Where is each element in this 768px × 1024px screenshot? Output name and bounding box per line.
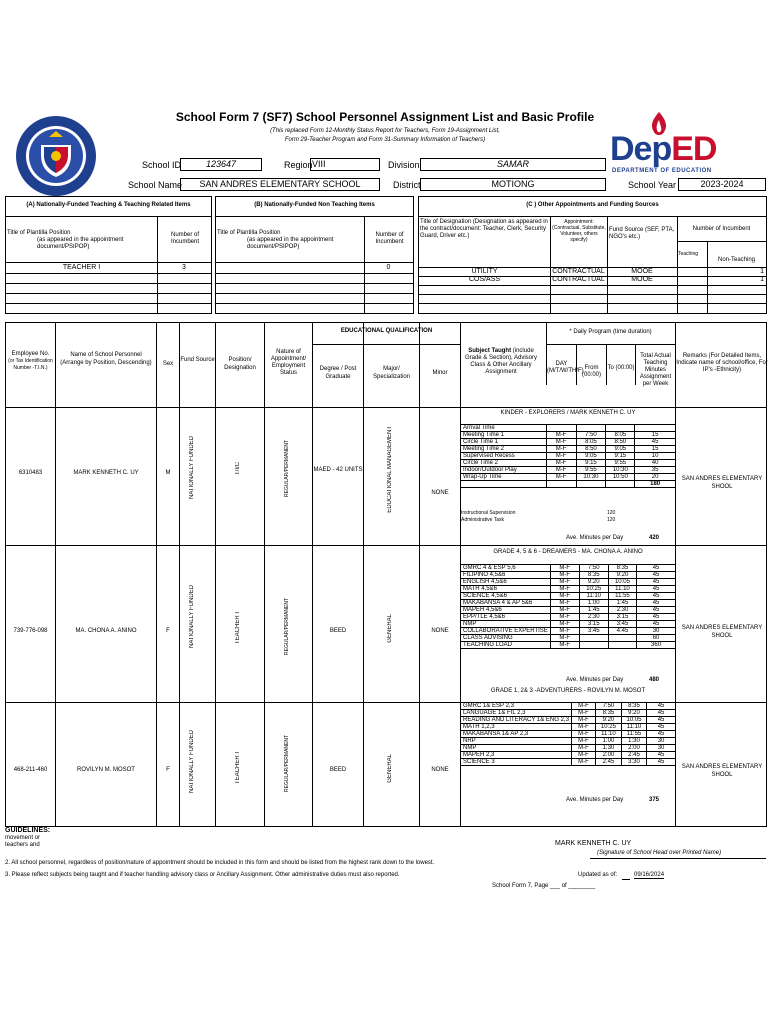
schedule-day: M-F [550,586,579,593]
schedule-row [461,467,676,474]
signer-name: MARK KENNETH C. UY [555,840,632,847]
district-field[interactable]: MOTIONG [420,178,606,191]
form-subtitle-2: Form 29-Teacher Program and Form 31-Summary Information of Teachers) [284,137,486,143]
schedule-minutes: 15 [635,446,676,453]
col-educational-qualification: EDUCATIONAL QUALIFICATION [340,328,433,334]
schedule-day: M-F [550,614,579,621]
district-label: District [393,180,421,190]
schedule-day: M-F [571,724,595,731]
schedule-subject: MAKABANSA 4 & AP 5&6 [461,600,551,607]
schedule-minutes: 40 [635,460,676,467]
schedule-minutes: 45 [637,621,676,628]
schedule-subject: NMP [461,621,551,628]
schedule-subject: EPP/TLE 4,5&6 [461,614,551,621]
division-field[interactable]: SAMAR [420,158,606,171]
row-2-major: GENERAL [387,614,393,643]
schedule-day: M-F [550,635,579,642]
row-2-sex: F [166,628,170,634]
row-2-group-label: GRADE 4, 5 & 6 - DREAMERS - MA. CHONA A. ANINO [493,549,643,555]
row-1-minor: NONE [431,490,449,496]
row-3-position: TEACHER I [235,752,241,785]
schedule-from [579,635,608,642]
schedule-day: M-F [571,710,595,717]
school-year-field[interactable]: 2023-2024 [678,178,766,191]
logo-ed: ED [671,130,717,168]
row-3-minor: NONE [431,767,449,773]
schedule-subject: MATH 1,2,3 [461,724,572,731]
box-c-row-1-title: UTILITY [471,268,498,275]
schedule-from: 1:00 [596,738,622,745]
col-day: DAY (M/T/W/TH/F) [547,361,584,374]
col-daily-program: * Daily Program (time duration) [569,329,652,335]
schedule-to: 10:50 [606,474,635,481]
row-2-nature: REGULAR/PERMANENT [284,598,290,655]
schedule-to: 1:30 [621,738,646,745]
schedule-day: M-F [546,474,576,481]
schedule-day: M-F [571,759,595,766]
schedule-from: 7:50 [579,565,608,572]
schedule-day: M-F [550,565,579,572]
schedule-from [576,425,606,432]
schedule-from: 2:45 [596,759,622,766]
schedule-from: 10:25 [596,724,622,731]
schedule-to [606,425,635,432]
schedule-subject: Indoor/Outdoor Play [461,467,547,474]
schedule-minutes: 30 [637,628,676,635]
schedule-subject: ENGLISH 4,5&6 [461,579,551,586]
row-1-major: EDUCATIONAL MANAGEMENT [387,426,393,513]
deped-logo [610,112,720,182]
row-1-nature: REGULAR/PERMANENT [284,440,290,497]
school-year-label: School Year [628,180,677,190]
row-1-employee-no: 6310483 [18,470,43,476]
box-b-plantilla-label: Title of Plantilla Position (as appeared in the appointment document/PSIPOP) [217,230,334,250]
schedule-row [461,738,676,745]
schedule-subject: MATH 4,5&6 [461,586,551,593]
schedule-to: 3:15 [608,614,636,621]
schedule-to: 10:05 [608,579,636,586]
schedule-minutes: 45 [637,607,676,614]
box-c-incumbent-label: Number of Incumbent [692,226,751,232]
box-a-plantilla-label: Title of Plantilla Position (as appeared in the appointment document/PSIPOP) [7,230,124,250]
schedule-minutes: 20 [635,474,676,481]
schedule-to: 11:10 [608,586,636,593]
schedule-subject: Circle Time 1 [461,439,547,446]
schedule-subject: MAPEH 2,3 [461,752,572,759]
schedule-day: M-F [550,593,579,600]
row-1-fund-source: NATIONALLY FUNDED [189,436,195,500]
schedule-row [461,474,676,481]
school-name-label: School Name [128,180,183,190]
row-2-degree: BEED [329,628,347,634]
region-label: Region [284,160,313,170]
box-c-appointment-label: Appointment: (Contractual, Substitute, Volunteer, others specify) [552,219,606,243]
guideline-2: 2. All school personnel, regardless of position/nature of appointment should be included in this form and should be listed from the highest rank down to the lowest. [5,860,435,866]
schedule-to: 9:55 [606,460,635,467]
schedule-minutes: 30 [647,745,676,752]
row-2-remarks: SAN ANDRES ELEMENTARY SHOOL [681,625,763,639]
schedule-minutes: 45 [637,565,676,572]
schedule-row [461,586,676,593]
schedule-row [461,453,676,460]
schedule-day: M-F [550,579,579,586]
row-1-extra-1-min: 120 [607,510,616,516]
box-c-row-2-count: 1 [760,276,764,283]
schedule-row [461,745,676,752]
schedule-to: 9:20 [608,572,636,579]
box-c-row-1-fund: MOOE [631,268,653,275]
schedule-to: 3:30 [621,759,646,766]
schedule-minutes: 30 [647,738,676,745]
schedule-day: M-F [571,752,595,759]
guideline-1a: movement or [5,835,41,841]
schedule-to: 9:15 [606,453,635,460]
box-c-row-2-title: COS/ASS [468,276,501,283]
schedule-to [606,481,635,488]
schedule-from: 11:10 [579,593,608,600]
box-c-fund-label: Fund Source (SEF, PTA, NGO's etc.) [609,227,675,240]
schedule-to: 4:45 [608,628,636,635]
box-b-incumbent-label: Number of Incumbent [375,232,404,245]
logo-subtext: DEPARTMENT OF EDUCATION [612,168,712,174]
col-fund-source: Fund Source [180,357,215,363]
schedule-from: 7:50 [596,703,622,710]
schedule-minutes: 45 [635,439,676,446]
schedule-minutes: 360 [637,642,676,649]
schedule-from [579,642,608,649]
schedule-from: 1:45 [579,607,608,614]
row-1-group-label: KINDER - EXPLORERS / MARK KENNETH C. UY [500,410,636,416]
schedule-minutes: 45 [637,614,676,621]
schedule-row [461,572,676,579]
schedule-from: 3:45 [579,628,608,635]
schedule-day: M-F [546,432,576,439]
box-b-row-count: 0 [386,264,391,271]
schedule-day: M-F [550,572,579,579]
schedule-subject: FILIPINO 4,5&6 [461,572,551,579]
box-a-incumbent-label: Number of Incumbent [170,232,200,245]
box-a-row-title: TEACHER I [62,264,101,271]
row-2-ave-label: Ave. Minutes per Day [566,677,624,683]
schedule-row [461,600,676,607]
row-3-sex: F [166,767,170,773]
logo-dep: Dep [610,130,672,168]
schedule-to: 2:45 [621,752,646,759]
row-2-name: MA. CHONA A. ANINO [75,628,137,634]
schedule-to: 2:30 [608,607,636,614]
schedule-to: 8:35 [608,565,636,572]
col-position: Position/ Designation [224,357,256,371]
row-3-name: ROVILYN M. MOSOT [77,767,135,773]
row-1-extra-2: Administrative Task [461,517,504,523]
schedule-to: 8:05 [606,432,635,439]
schedule-subject: MAPEH 4,5&6 [461,607,551,614]
schedule-minutes: 45 [647,731,676,738]
schedule-day: M-F [571,731,595,738]
box-c-teaching-label: Teaching [678,251,699,257]
row-1-schedule [460,424,676,488]
row-2-fund-source: NATIONALLY FUNDED [189,585,195,649]
schedule-from: 8:05 [576,439,606,446]
schedule-minutes: 45 [647,752,676,759]
schedule-subject: Circle Time 2 [461,460,547,467]
col-to: To (00:00) [607,365,635,371]
school-id-label: School ID [142,160,182,170]
schedule-minutes: 45 [647,724,676,731]
schedule-row [461,439,676,446]
schedule-from: 8:35 [579,572,608,579]
col-degree: Degree / Post Graduate [319,366,357,380]
col-employee-no: Employee No. (or Tax Identification Number -T.I.N.) [8,351,53,371]
schedule-row [461,607,676,614]
box-c-row-1-appt: CONTRACTUAL [552,268,605,275]
schedule-day: M-F [571,745,595,752]
schedule-row [461,703,676,710]
col-remarks: Remarks (For Detailed Items, Indicate name of school/office, For IP's -Ethnicity) [676,353,768,373]
schedule-row [461,446,676,453]
schedule-subject: LANGUAGE 1& FIL 2,3 [461,710,572,717]
schedule-subject: Wrap-Up Time [461,474,547,481]
schedule-to: 9:20 [621,710,646,717]
schedule-minutes: 180 [635,481,676,488]
col-major: Major/ Specialization [372,366,411,380]
schedule-from [576,481,606,488]
schedule-row [461,635,676,642]
schedule-subject: READING AND LITERACY 1& ENG 2,3 [461,717,572,724]
updated-date: 09/16/2024 [634,872,665,878]
schedule-minutes: 35 [635,467,676,474]
row-3-ave-value: 375 [649,797,660,803]
schedule-day: M-F [546,460,576,467]
row-1-extra-2-min: 120 [607,517,616,523]
row-3-nature: REGULAR/PERMANENT [284,735,290,792]
schedule-minutes: 15 [635,432,676,439]
schedule-day: M-F [546,439,576,446]
box-c-title: (C ) Other Appointments and Funding Sources [526,202,659,208]
schedule-to: 9:05 [606,446,635,453]
schedule-to: 10:05 [621,717,646,724]
box-c-row-2-fund: MOOE [631,276,653,283]
schedule-day: M-F [546,453,576,460]
row-3-schedule [460,702,676,766]
schedule-row [461,642,676,649]
schedule-day: M-F [546,446,576,453]
box-a-row-count: 3 [182,264,186,271]
row-3-fund-source: NATIONALLY FUNDED [189,730,195,794]
schedule-subject: GMRC 4 & ESP 5,6 [461,565,551,572]
schedule-row [461,731,676,738]
box-c-row-2-appt: CONTRACTUAL [552,276,605,283]
schedule-from: 10:25 [579,586,608,593]
page-number: School Form 7, Page ___ of ________ [492,883,596,889]
schedule-subject: SCIENCE 4,5&6 [461,593,551,600]
schedule-to: 2:00 [621,745,646,752]
schedule-row [461,425,676,432]
schedule-from: 9:20 [579,579,608,586]
schedule-to: 11:55 [608,593,636,600]
row-1-sex: M [165,470,171,476]
row-1-remarks: SAN ANDRES ELEMENTARY SHOOL [681,476,763,490]
schedule-from: 8:50 [576,446,606,453]
schedule-subject: Meeting Time 1 [461,432,547,439]
schedule-day: M-F [571,738,595,745]
schedule-subject: CLASS ADVISING [461,635,551,642]
schedule-to [608,642,636,649]
summary-box-a [5,196,212,314]
summary-box-c [418,196,767,314]
schedule-to: 8:50 [606,439,635,446]
schedule-from: 1:30 [596,745,622,752]
schedule-row [461,432,676,439]
schedule-from: 7:50 [576,432,606,439]
schedule-to: 1:45 [608,600,636,607]
schedule-minutes: 45 [637,593,676,600]
schedule-to: 11:10 [621,724,646,731]
summary-box-b [215,196,414,314]
row-3-ave-label: Ave. Minutes per Day [566,797,624,803]
col-sex: Sex [162,361,174,367]
guideline-1b: teachers and [5,842,40,848]
schedule-subject: GMRC 1& ESP 2,3 [461,703,572,710]
row-3-employee-no: 468-211-460 [13,767,48,773]
row-2-ave-value: 480 [649,677,660,683]
guideline-3: 3. Please reflect subjects being taught and if teacher handling advisory class or Ancillary Assignment. Other administrative duties must also reported. [5,872,400,878]
schedule-row [461,481,676,488]
schedule-row [461,752,676,759]
row-2-minor: NONE [431,628,449,634]
schedule-minutes: 45 [637,586,676,593]
schedule-to: 3:45 [608,621,636,628]
schedule-day: M-F [550,607,579,614]
schedule-from: 9:55 [576,467,606,474]
col-from: From (00:00) [581,365,601,378]
schedule-minutes: 45 [637,572,676,579]
schedule-minutes [635,425,676,432]
schedule-row [461,565,676,572]
col-nature: Nature of Appointment/ Employment Status [270,349,307,376]
schedule-minutes: 10 [635,453,676,460]
schedule-to: 11:55 [621,731,646,738]
schedule-row [461,460,676,467]
row-3-remarks: SAN ANDRES ELEMENTARY SHOOL [681,764,763,778]
schedule-to [608,635,636,642]
schedule-subject: TEACHING LOAD [461,642,551,649]
schedule-minutes: 45 [647,759,676,766]
row-1-position: T/I/C [235,462,241,475]
schedule-row [461,614,676,621]
schedule-from: 10:30 [576,474,606,481]
guidelines-heading: GUIDELINES: [5,827,51,834]
col-name: Name of School Personnel (Arrange by Position, Descending) [60,352,152,366]
schedule-day: M-F [550,628,579,635]
row-3-degree: BEED [329,767,347,773]
schedule-minutes: 60 [637,635,676,642]
schedule-row [461,579,676,586]
schedule-day: M-F [546,467,576,474]
box-c-row-1-count: 1 [760,268,764,275]
signature-label: (Signature of School Head over Printed Name) [597,850,722,856]
schedule-row [461,593,676,600]
schedule-day: M-F [550,621,579,628]
schedule-subject: COLLABORATIVE EXPERTISE [461,628,551,635]
box-a-title: (A) Nationally-Funded Teaching & Teaching Related Items [26,202,191,208]
schedule-to: 8:35 [621,703,646,710]
box-c-nonteaching-label: Non-Teaching [717,257,756,263]
row-1-ave-value: 420 [649,535,660,541]
schedule-minutes: 45 [637,579,676,586]
schedule-subject: Supervised Recess [461,453,547,460]
row-3-group-label: GRADE 1, 2& 3 -ADVENTURERS - ROVILYN M. MOSOT [490,688,646,694]
schedule-row [461,621,676,628]
schedule-minutes: 45 [647,703,676,710]
box-b-title: (B) Nationally-Funded Non Teaching Items [254,202,375,208]
schedule-day: M-F [571,717,595,724]
schedule-from: 3:15 [579,621,608,628]
school-name-field[interactable]: SAN ANDRES ELEMENTARY SCHOOL [180,178,380,191]
division-label: Division [388,160,420,170]
schedule-row [461,724,676,731]
schedule-from: 2:30 [579,614,608,621]
col-total-minutes: Total Actual Teaching Minutes Assignment per Week [639,353,672,387]
schedule-minutes: 45 [637,600,676,607]
row-1-degree: MAED - 42 UNITS [313,467,363,473]
schedule-minutes: 45 [647,710,676,717]
row-3-major: GENERAL [387,754,393,783]
schedule-day: M-F [550,642,579,649]
schedule-subject: NMP [461,745,572,752]
row-2-schedule [460,564,676,649]
row-1-extra-1: Instructional Supervision [461,510,516,516]
col-minor: Minor [432,370,448,376]
schedule-row [461,628,676,635]
row-1-name: MARK KENNETH C. UY [73,470,139,476]
form-title: School Form 7 (SF7) School Personnel Assignment List and Basic Profile [175,110,595,124]
schedule-day: M-F [571,703,595,710]
row-1-ave-label: Ave. Minutes per Day [566,535,624,541]
schedule-from: 9:15 [576,460,606,467]
schedule-subject [461,481,547,488]
schedule-subject: SCIENCE 3 [461,759,572,766]
row-2-position: TEACHER I [235,612,241,645]
schedule-row [461,717,676,724]
schedule-day: M-F [550,600,579,607]
schedule-from: 9:20 [596,717,622,724]
schedule-subject: NRP [461,738,572,745]
schedule-from: 8:35 [596,710,622,717]
schedule-day [546,425,576,432]
schedule-from: 11:10 [596,731,622,738]
schedule-to: 10:30 [606,467,635,474]
schedule-row [461,710,676,717]
form-subtitle-1: (This replaced Form 12-Monthly Status Report for Teachers, Form 19-Assignment List, [270,128,500,134]
schedule-minutes: 45 [647,717,676,724]
schedule-from: 2:00 [596,752,622,759]
schedule-subject: Meeting Time 2 [461,446,547,453]
box-c-designation-label: Title of Designation (Designation as appeared in the contract/document: Teacher, Clerk, Security Guard, Driver etc.) [420,219,548,239]
schedule-row [461,759,676,766]
col-subject: Subject Taught (include Grade & Section), Advisory Class & Other Ancillary Assignment [464,348,538,375]
schedule-subject: Arrival Time [461,425,547,432]
schedule-day [546,481,576,488]
row-2-employee-no: 739-776-098 [13,628,48,634]
school-id-field[interactable]: 123647 [180,158,262,171]
schedule-from: 9:05 [576,453,606,460]
schedule-from: 1:00 [579,600,608,607]
region-field[interactable]: VIII [310,158,380,171]
updated-label: Updated as of: [578,872,618,878]
schedule-subject: MAKABANSA 1& AP 2,3 [461,731,572,738]
